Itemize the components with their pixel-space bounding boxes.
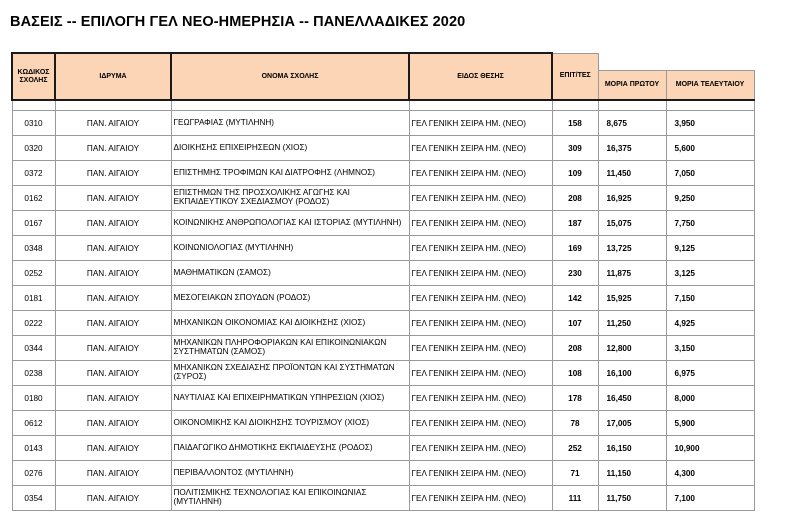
header-blank-first <box>598 53 666 70</box>
table-row <box>12 161 754 186</box>
institution-cell: ΠΑΝ. ΑΙΓΑΙΟΥ <box>55 261 171 286</box>
school-name-cell: ΝΑΥΤΙΛΙΑΣ ΚΑΙ ΕΠΙΧΕΙΡΗΜΑΤΙΚΩΝ ΥΠΗΡΕΣΙΩΝ (ΧΙΟΣ) <box>171 386 409 411</box>
spacer-cell <box>171 100 409 111</box>
institution-cell: ΠΑΝ. ΑΙΓΑΙΟΥ <box>55 411 171 436</box>
table-row <box>12 486 754 511</box>
spacer-cell <box>598 100 666 111</box>
school-code-cell: 0612 <box>12 411 55 436</box>
spacer-cell <box>55 100 171 111</box>
table-row <box>12 386 754 411</box>
spacer-cell <box>409 100 552 111</box>
table-row <box>12 186 754 211</box>
institution-cell: ΠΑΝ. ΑΙΓΑΙΟΥ <box>55 361 171 386</box>
school-code-cell: 0320 <box>12 136 55 161</box>
institution-cell: ΠΑΝ. ΑΙΓΑΙΟΥ <box>55 161 171 186</box>
institution-cell: ΠΑΝ. ΑΙΓΑΙΟΥ <box>55 136 171 161</box>
institution-cell: ΠΑΝ. ΑΙΓΑΙΟΥ <box>55 186 171 211</box>
first-score-cell: 15,925 <box>598 286 666 311</box>
places-cell: 309 <box>552 136 598 161</box>
table-row <box>12 361 754 386</box>
places-cell: 71 <box>552 461 598 486</box>
institution-cell: ΠΑΝ. ΑΙΓΑΙΟΥ <box>55 436 171 461</box>
table-row <box>12 261 754 286</box>
spacer-cell <box>552 100 598 111</box>
spacer-cell <box>666 100 754 111</box>
position-type-cell: ΓΕΛ ΓΕΝΙΚΗ ΣΕΙΡΑ ΗΜ. (ΝΕΟ) <box>409 361 552 386</box>
first-score-cell: 11,750 <box>598 486 666 511</box>
school-code-cell: 0181 <box>12 286 55 311</box>
school-code-cell: 0310 <box>12 111 55 136</box>
position-type-cell: ΓΕΛ ΓΕΝΙΚΗ ΣΕΙΡΑ ΗΜ. (ΝΕΟ) <box>409 436 552 461</box>
table-row <box>12 311 754 336</box>
last-score-cell: 10,900 <box>666 436 754 461</box>
places-cell: 208 <box>552 186 598 211</box>
institution-cell: ΠΑΝ. ΑΙΓΑΙΟΥ <box>55 286 171 311</box>
school-code-cell: 0372 <box>12 161 55 186</box>
first-score-cell: 15,075 <box>598 211 666 236</box>
table-body <box>12 53 754 511</box>
last-score-cell: 6,975 <box>666 361 754 386</box>
first-score-cell: 17,005 <box>598 411 666 436</box>
school-name-cell: ΠΟΛΙΤΙΣΜΙΚΗΣ ΤΕΧΝΟΛΟΓΙΑΣ ΚΑΙ ΕΠΙΚΟΙΝΩΝΙΑΣ (ΜΥΤΙΛΗΝΗ) <box>171 486 409 511</box>
last-score-cell: 7,750 <box>666 211 754 236</box>
school-code-cell: 0354 <box>12 486 55 511</box>
last-score-cell: 3,125 <box>666 261 754 286</box>
table-row <box>12 286 754 311</box>
school-code-cell: 0143 <box>12 436 55 461</box>
first-score-cell: 13,725 <box>598 236 666 261</box>
first-score-cell: 11,450 <box>598 161 666 186</box>
places-cell: 158 <box>552 111 598 136</box>
first-score-cell: 16,375 <box>598 136 666 161</box>
school-code-cell: 0276 <box>12 461 55 486</box>
last-score-cell: 3,150 <box>666 336 754 361</box>
position-type-cell: ΓΕΛ ΓΕΝΙΚΗ ΣΕΙΡΑ ΗΜ. (ΝΕΟ) <box>409 386 552 411</box>
places-cell: 187 <box>552 211 598 236</box>
school-code-cell: 0162 <box>12 186 55 211</box>
header-institution: ΙΔΡΥΜΑ <box>55 53 171 100</box>
position-type-cell: ΓΕΛ ΓΕΝΙΚΗ ΣΕΙΡΑ ΗΜ. (ΝΕΟ) <box>409 411 552 436</box>
table-row <box>12 111 754 136</box>
institution-cell: ΠΑΝ. ΑΙΓΑΙΟΥ <box>55 311 171 336</box>
table-row <box>12 461 754 486</box>
header-last-score: ΜΟΡΙΑ ΤΕΛΕΥΤΑΙΟΥ <box>666 70 754 100</box>
school-name-cell: ΕΠΙΣΤΗΜΩΝ ΤΗΣ ΠΡΟΣΧΟΛΙΚΗΣ ΑΓΩΓΗΣ ΚΑΙ ΕΚΠΑΙΔΕΥΤΙΚΟΥ ΣΧΕΔΙΑΣΜΟΥ (ΡΟΔΟΣ) <box>171 186 409 211</box>
table-row <box>12 336 754 361</box>
first-score-cell: 16,925 <box>598 186 666 211</box>
school-name-cell: ΚΟΙΝΩΝΙΟΛΟΓΙΑΣ (ΜΥΤΙΛΗΝΗ) <box>171 236 409 261</box>
school-code-cell: 0167 <box>12 211 55 236</box>
institution-cell: ΠΑΝ. ΑΙΓΑΙΟΥ <box>55 111 171 136</box>
first-score-cell: 16,150 <box>598 436 666 461</box>
position-type-cell: ΓΕΛ ΓΕΝΙΚΗ ΣΕΙΡΑ ΗΜ. (ΝΕΟ) <box>409 261 552 286</box>
school-name-cell: ΠΕΡΙΒΑΛΛΟΝΤΟΣ (ΜΥΤΙΛΗΝΗ) <box>171 461 409 486</box>
school-code-cell: 0252 <box>12 261 55 286</box>
position-type-cell: ΓΕΛ ΓΕΝΙΚΗ ΣΕΙΡΑ ΗΜ. (ΝΕΟ) <box>409 111 552 136</box>
institution-cell: ΠΑΝ. ΑΙΓΑΙΟΥ <box>55 386 171 411</box>
institution-cell: ΠΑΝ. ΑΙΓΑΙΟΥ <box>55 461 171 486</box>
last-score-cell: 4,925 <box>666 311 754 336</box>
position-type-cell: ΓΕΛ ΓΕΝΙΚΗ ΣΕΙΡΑ ΗΜ. (ΝΕΟ) <box>409 286 552 311</box>
last-score-cell: 9,125 <box>666 236 754 261</box>
school-code-cell: 0344 <box>12 336 55 361</box>
school-name-cell: ΔΙΟΙΚΗΣΗΣ ΕΠΙΧΕΙΡΗΣΕΩΝ (ΧΙΟΣ) <box>171 136 409 161</box>
position-type-cell: ΓΕΛ ΓΕΝΙΚΗ ΣΕΙΡΑ ΗΜ. (ΝΕΟ) <box>409 211 552 236</box>
last-score-cell: 9,250 <box>666 186 754 211</box>
institution-cell: ΠΑΝ. ΑΙΓΑΙΟΥ <box>55 336 171 361</box>
last-score-cell: 5,900 <box>666 411 754 436</box>
position-type-cell: ΓΕΛ ΓΕΝΙΚΗ ΣΕΙΡΑ ΗΜ. (ΝΕΟ) <box>409 161 552 186</box>
last-score-cell: 5,600 <box>666 136 754 161</box>
last-score-cell: 3,950 <box>666 111 754 136</box>
last-score-cell: 7,100 <box>666 486 754 511</box>
first-score-cell: 11,250 <box>598 311 666 336</box>
school-code-cell: 0222 <box>12 311 55 336</box>
school-code-cell: 0348 <box>12 236 55 261</box>
position-type-cell: ΓΕΛ ΓΕΝΙΚΗ ΣΕΙΡΑ ΗΜ. (ΝΕΟ) <box>409 186 552 211</box>
school-name-cell: ΜΕΣΟΓΕΙΑΚΩΝ ΣΠΟΥΔΩΝ (ΡΟΔΟΣ) <box>171 286 409 311</box>
table-row <box>12 136 754 161</box>
places-cell: 111 <box>552 486 598 511</box>
school-name-cell: ΟΙΚΟΝΟΜΙΚΗΣ ΚΑΙ ΔΙΟΙΚΗΣΗΣ ΤΟΥΡΙΣΜΟΥ (ΧΙΟΣ) <box>171 411 409 436</box>
places-cell: 109 <box>552 161 598 186</box>
school-name-cell: ΜΗΧΑΝΙΚΩΝ ΟΙΚΟΝΟΜΙΑΣ ΚΑΙ ΔΙΟΙΚΗΣΗΣ (ΧΙΟΣ) <box>171 311 409 336</box>
institution-cell: ΠΑΝ. ΑΙΓΑΙΟΥ <box>55 486 171 511</box>
position-type-cell: ΓΕΛ ΓΕΝΙΚΗ ΣΕΙΡΑ ΗΜ. (ΝΕΟ) <box>409 336 552 361</box>
school-name-cell: ΓΕΩΓΡΑΦΙΑΣ (ΜΥΤΙΛΗΝΗ) <box>171 111 409 136</box>
school-name-cell: ΜΗΧΑΝΙΚΩΝ ΠΛΗΡΟΦΟΡΙΑΚΩΝ ΚΑΙ ΕΠΙΚΟΙΝΩΝΙΑΚΩΝ ΣΥΣΤΗΜΑΤΩΝ (ΣΑΜΟΣ) <box>171 336 409 361</box>
table-row <box>12 236 754 261</box>
last-score-cell: 8,000 <box>666 386 754 411</box>
first-score-cell: 12,800 <box>598 336 666 361</box>
first-score-cell: 8,675 <box>598 111 666 136</box>
header-places: ΕΠΙΤ/ΤΕΣ <box>552 53 598 100</box>
places-cell: 142 <box>552 286 598 311</box>
header-blank-last <box>666 53 754 70</box>
places-cell: 208 <box>552 336 598 361</box>
page-title: ΒΑΣΕΙΣ -- ΕΠΙΛΟΓΗ ΓΕΛ ΝΕΟ-ΗΜΕΡΗΣΙΑ -- ΠΑΝΕΛΛΑΔΙΚΕΣ 2020 <box>10 14 466 30</box>
table-row <box>12 211 754 236</box>
table-row <box>12 411 754 436</box>
school-name-cell: ΜΑΘΗΜΑΤΙΚΩΝ (ΣΑΜΟΣ) <box>171 261 409 286</box>
places-cell: 230 <box>552 261 598 286</box>
school-code-cell: 0238 <box>12 361 55 386</box>
first-score-cell: 11,875 <box>598 261 666 286</box>
places-cell: 107 <box>552 311 598 336</box>
institution-cell: ΠΑΝ. ΑΙΓΑΙΟΥ <box>55 236 171 261</box>
school-name-cell: ΕΠΙΣΤΗΜΗΣ ΤΡΟΦΙΜΩΝ ΚΑΙ ΔΙΑΤΡΟΦΗΣ (ΛΗΜΝΟΣ) <box>171 161 409 186</box>
institution-cell: ΠΑΝ. ΑΙΓΑΙΟΥ <box>55 211 171 236</box>
places-cell: 178 <box>552 386 598 411</box>
school-name-cell: ΜΗΧΑΝΙΚΩΝ ΣΧΕΔΙΑΣΗΣ ΠΡΟΪΟΝΤΩΝ ΚΑΙ ΣΥΣΤΗΜΑΤΩΝ (ΣΥΡΟΣ) <box>171 361 409 386</box>
last-score-cell: 7,050 <box>666 161 754 186</box>
first-score-cell: 16,100 <box>598 361 666 386</box>
position-type-cell: ΓΕΛ ΓΕΝΙΚΗ ΣΕΙΡΑ ΗΜ. (ΝΕΟ) <box>409 311 552 336</box>
last-score-cell: 4,300 <box>666 461 754 486</box>
results-table <box>11 52 755 511</box>
position-type-cell: ΓΕΛ ΓΕΝΙΚΗ ΣΕΙΡΑ ΗΜ. (ΝΕΟ) <box>409 136 552 161</box>
position-type-cell: ΓΕΛ ΓΕΝΙΚΗ ΣΕΙΡΑ ΗΜ. (ΝΕΟ) <box>409 461 552 486</box>
places-cell: 78 <box>552 411 598 436</box>
table-row <box>12 436 754 461</box>
places-cell: 169 <box>552 236 598 261</box>
header-position-type: ΕΙΔΟΣ ΘΕΣΗΣ <box>409 53 552 100</box>
first-score-cell: 11,150 <box>598 461 666 486</box>
position-type-cell: ΓΕΛ ΓΕΝΙΚΗ ΣΕΙΡΑ ΗΜ. (ΝΕΟ) <box>409 486 552 511</box>
header-school-name: ΟΝΟΜΑ ΣΧΟΛΗΣ <box>171 53 409 100</box>
position-type-cell: ΓΕΛ ΓΕΝΙΚΗ ΣΕΙΡΑ ΗΜ. (ΝΕΟ) <box>409 236 552 261</box>
places-cell: 108 <box>552 361 598 386</box>
header-code: ΚΩΔΙΚΟΣ ΣΧΟΛΗΣ <box>12 53 55 100</box>
school-name-cell: ΠΑΙΔΑΓΩΓΙΚΟ ΔΗΜΟΤΙΚΗΣ ΕΚΠΑΙΔΕΥΣΗΣ (ΡΟΔΟΣ) <box>171 436 409 461</box>
last-score-cell: 7,150 <box>666 286 754 311</box>
header-first-score: ΜΟΡΙΑ ΠΡΩΤΟΥ <box>598 70 666 100</box>
places-cell: 252 <box>552 436 598 461</box>
first-score-cell: 16,450 <box>598 386 666 411</box>
school-name-cell: ΚΟΙΝΩΝΙΚΗΣ ΑΝΘΡΩΠΟΛΟΓΙΑΣ ΚΑΙ ΙΣΤΟΡΙΑΣ (ΜΥΤΙΛΗΝΗ) <box>171 211 409 236</box>
spacer-cell <box>12 100 55 111</box>
school-code-cell: 0180 <box>12 386 55 411</box>
